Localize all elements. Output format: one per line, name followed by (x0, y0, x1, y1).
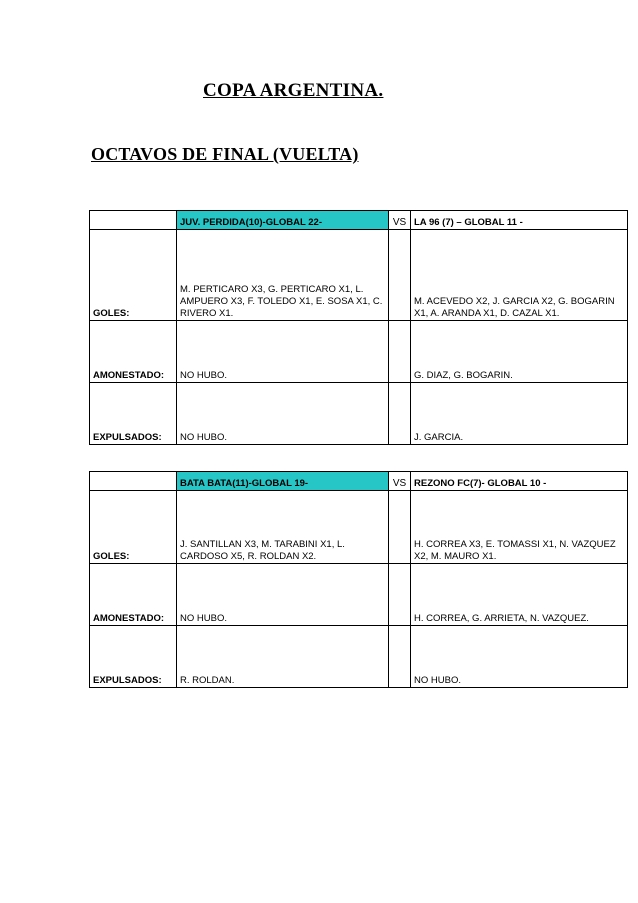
round-subtitle: OCTAVOS DE FINAL (VUELTA) (91, 144, 359, 164)
match-header-row (90, 472, 628, 491)
home-cautions: NO HUBO. (177, 564, 389, 626)
page-title: COPA ARGENTINA. (203, 80, 384, 101)
match-header-row (90, 211, 628, 230)
away-expulsions: J. GARCIA. (411, 383, 628, 445)
goals-label: GOLES: (90, 230, 177, 321)
away-goals: H. CORREA X3, E. TOMASSI X1, N. VAZQUEZ X2, M. MAURO X1. (411, 491, 628, 564)
home-team: BATA BATA(11)-GLOBAL 19- (177, 472, 389, 491)
cautions-row (90, 564, 628, 626)
expulsions-label: EXPULSADOS: (90, 626, 177, 688)
header-empty-cell (90, 472, 177, 491)
cautions-row (90, 321, 628, 383)
cautions-label: AMONESTADO: (90, 321, 177, 383)
vs-spacer (389, 564, 411, 626)
away-cautions: H. CORREA, G. ARRIETA, N. VAZQUEZ. (411, 564, 628, 626)
away-cautions: G. DIAZ, G. BOGARIN. (411, 321, 628, 383)
home-team: JUV. PERDIDA(10)-GLOBAL 22- (177, 211, 389, 230)
vs-spacer (389, 230, 411, 321)
goals-row (90, 230, 628, 321)
home-goals: J. SANTILLAN X3, M. TARABINI X1, L. CARDOSO X5, R. ROLDAN X2. (177, 491, 389, 564)
away-team: REZONO FC(7)- GLOBAL 10 - (411, 472, 628, 491)
vs-spacer (389, 383, 411, 445)
match-table-2 (89, 471, 628, 688)
away-expulsions: NO HUBO. (411, 626, 628, 688)
cautions-label: AMONESTADO: (90, 564, 177, 626)
home-goals: M. PERTICARO X3, G. PERTICARO X1, L. AMPUERO X3, F. TOLEDO X1, E. SOSA X1, C. RIVERO X1. (177, 230, 389, 321)
away-goals: M. ACEVEDO X2, J. GARCIA X2, G. BOGARIN X1, A. ARANDA X1, D. CAZAL X1. (411, 230, 628, 321)
home-cautions: NO HUBO. (177, 321, 389, 383)
home-expulsions: NO HUBO. (177, 383, 389, 445)
vs-label: VS (389, 211, 411, 230)
vs-spacer (389, 626, 411, 688)
expulsions-row (90, 383, 628, 445)
header-empty-cell (90, 211, 177, 230)
vs-spacer (389, 491, 411, 564)
goals-label: GOLES: (90, 491, 177, 564)
goals-row (90, 491, 628, 564)
match-table-1 (89, 210, 628, 445)
home-expulsions: R. ROLDAN. (177, 626, 389, 688)
expulsions-row (90, 626, 628, 688)
away-team: LA 96 (7) – GLOBAL 11 - (411, 211, 628, 230)
vs-label: VS (389, 472, 411, 491)
expulsions-label: EXPULSADOS: (90, 383, 177, 445)
vs-spacer (389, 321, 411, 383)
